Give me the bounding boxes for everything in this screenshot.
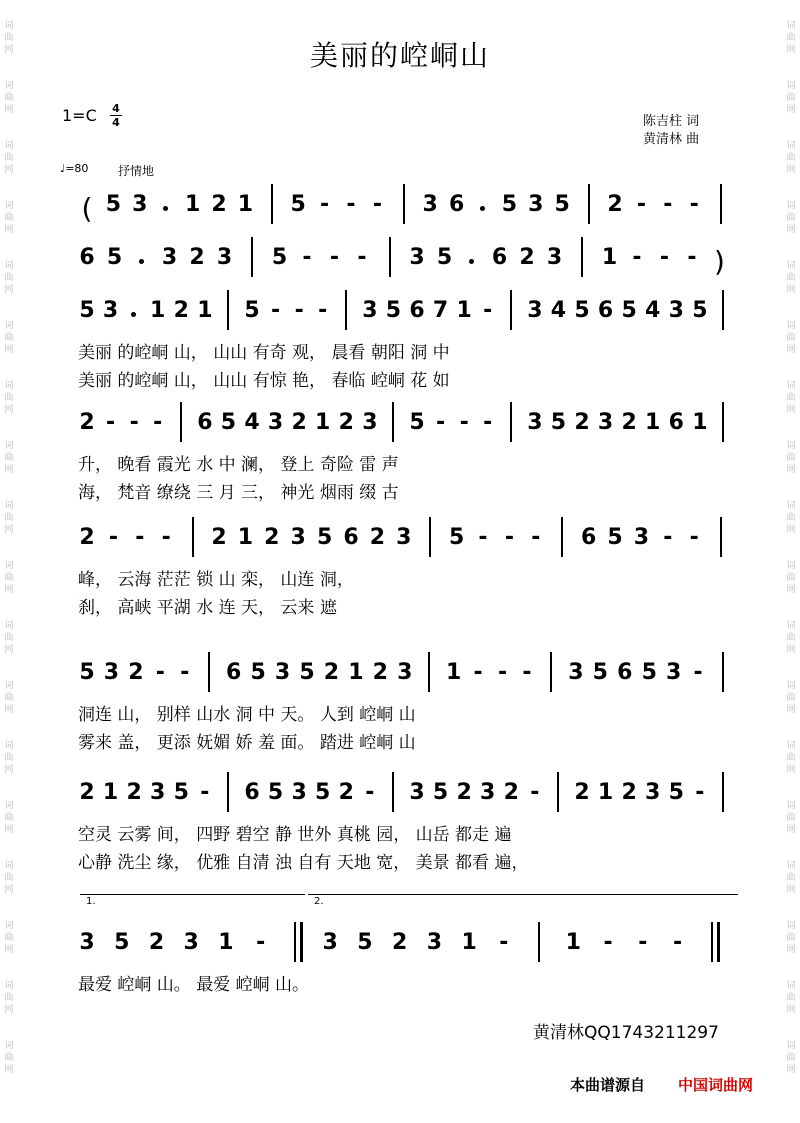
note: 5 [79, 298, 95, 323]
watermark-text: 词 曲 网 [786, 501, 796, 535]
lyric-verse-2: 刹， 高峡 平湖 水 连 天， 云来 遮 [78, 598, 337, 618]
note: 2 [372, 660, 388, 685]
note: 2 [323, 660, 340, 685]
note: 5 [316, 525, 333, 550]
note: - [687, 245, 697, 270]
watermark-text: 词 曲 网 [4, 1041, 14, 1075]
note: 3 [668, 298, 684, 323]
note: 5 [250, 660, 266, 685]
arranger-signature: 黄清林QQ1743211297 [533, 1023, 719, 1043]
barline [192, 517, 194, 557]
barline [561, 517, 563, 557]
note: 3 [568, 660, 584, 685]
watermark-text: 词 曲 网 [4, 201, 14, 235]
note: 3 [290, 525, 306, 550]
note: 2 [621, 780, 637, 805]
note: - [302, 245, 312, 270]
note: - [155, 660, 165, 685]
note: - [689, 192, 699, 217]
note: - [531, 525, 541, 550]
watermark-text: 词 曲 网 [786, 141, 796, 175]
watermark-text: 词 曲 网 [786, 321, 796, 355]
barline [251, 237, 253, 277]
note: 2 [503, 780, 519, 805]
note: - [695, 780, 705, 805]
note: 6 [448, 192, 465, 217]
barline [722, 402, 724, 442]
watermark-text: 词 曲 网 [4, 441, 14, 475]
barline [429, 517, 431, 557]
note: 5 [607, 525, 623, 550]
note: - [256, 930, 266, 955]
note: - [108, 525, 118, 550]
augmentation-dot [480, 206, 485, 211]
note: 3 [79, 930, 95, 955]
lyric-verse-1: 峰， 云海 茫茫 锁 山 栾， 山连 洞， [78, 570, 354, 590]
watermark-text: 词 曲 网 [4, 921, 14, 955]
note: - [497, 660, 508, 685]
note: 2 [391, 930, 408, 955]
note: 3 [102, 298, 119, 323]
watermark-text: 词 曲 网 [4, 981, 14, 1015]
note: - [483, 410, 493, 435]
note: 3 [480, 780, 496, 805]
note: 6 [197, 410, 213, 435]
volta-1: 1. [86, 896, 96, 907]
lyric-verse-1: 空灵 云雾 间， 四野 碧空 静 世外 真桃 园， 山岳 都走 遍 [78, 825, 512, 845]
note: 5 [692, 298, 708, 323]
note: 3 [666, 660, 682, 685]
note: 1 [692, 410, 708, 435]
note: 1 [565, 930, 581, 955]
barline [722, 772, 724, 812]
note: 3 [527, 410, 543, 435]
note: - [483, 298, 493, 323]
watermark-text: 词 曲 网 [786, 861, 796, 895]
watermark-text: 词 曲 网 [786, 21, 796, 55]
note: 1 [237, 192, 254, 217]
note: - [365, 780, 375, 805]
paren: ( [81, 192, 93, 225]
note: - [603, 930, 613, 955]
note: 3 [274, 660, 291, 685]
note: 4 [244, 410, 260, 435]
lyric-verse-2: 海， 梵音 缭绕 三 月 三， 神光 烟雨 缀 古 [78, 483, 399, 503]
note: 2 [621, 410, 637, 435]
note: 5 [592, 660, 608, 685]
score-title: 美丽的崆峒山 [309, 39, 490, 72]
note: 5 [290, 192, 306, 217]
note: 2 [519, 245, 535, 270]
augmentation-dot [139, 259, 144, 264]
note: 1 [218, 930, 234, 955]
watermark-text: 词 曲 网 [786, 201, 796, 235]
note: 5 [621, 298, 637, 323]
note: - [530, 780, 540, 805]
note: 5 [550, 410, 567, 435]
note: - [105, 410, 116, 435]
note: 2 [338, 780, 354, 805]
note: - [329, 245, 340, 270]
volta-2-bracket [308, 894, 738, 895]
note: 1 [601, 245, 618, 270]
note: 5 [554, 192, 570, 217]
note: - [499, 930, 509, 955]
note: 2 [211, 525, 227, 550]
note: 4 [645, 298, 661, 323]
note: - [435, 410, 446, 435]
barline [180, 402, 182, 442]
note: 3 [132, 192, 148, 217]
note: 6 [491, 245, 508, 270]
barline [581, 237, 583, 277]
note: 3 [150, 780, 166, 805]
note: - [318, 298, 328, 323]
lyricist-credit: 陈吉柱 词 [643, 114, 700, 129]
watermark-text: 词 曲 网 [4, 861, 14, 895]
note: 6 [597, 298, 614, 323]
note: 2 [79, 780, 95, 805]
watermark-text: 词 曲 网 [4, 561, 14, 595]
note: 5 [271, 245, 288, 270]
barline [227, 290, 229, 330]
note: 3 [409, 780, 425, 805]
barline [538, 922, 540, 962]
lyric-verse-2: 雾来 盖， 更添 妩媚 娇 羞 面。 踏进 崆峒 山 [78, 733, 416, 753]
note: 6 [668, 410, 684, 435]
watermark-text: 词 曲 网 [4, 501, 14, 535]
note: 2 [189, 245, 205, 270]
watermark-text: 词 曲 网 [786, 381, 796, 415]
expression-marking: 抒情地 [118, 164, 155, 178]
note: 6 [617, 660, 633, 685]
barline [550, 652, 552, 692]
note: 5 [244, 298, 260, 323]
note: 5 [105, 192, 122, 217]
note: 6 [79, 245, 95, 270]
note: 1 [150, 298, 166, 323]
note: - [689, 525, 699, 550]
note: 3 [267, 410, 284, 435]
watermark-text: 词 曲 网 [786, 741, 796, 775]
note: 5 [299, 660, 315, 685]
note: - [663, 525, 673, 550]
watermark-text: 词 曲 网 [786, 921, 796, 955]
note: 5 [106, 245, 123, 270]
barline [722, 652, 724, 692]
note: - [522, 660, 532, 685]
note: 3 [409, 245, 425, 270]
watermark-text: 词 曲 网 [4, 261, 14, 295]
note: 3 [546, 245, 563, 270]
note: 3 [422, 192, 438, 217]
note: - [346, 192, 356, 217]
note: - [504, 525, 514, 550]
note: - [693, 660, 703, 685]
watermark-text: 词 曲 网 [4, 741, 14, 775]
note: 5 [574, 298, 590, 323]
note: 5 [448, 525, 465, 550]
watermark-text: 词 曲 网 [4, 621, 14, 655]
note: 1 [446, 660, 462, 685]
note: - [180, 660, 190, 685]
note: 3 [362, 410, 378, 435]
augmentation-dot [469, 259, 474, 264]
barline [722, 290, 724, 330]
watermark-text: 词 曲 网 [4, 321, 14, 355]
note: 1 [461, 930, 477, 955]
barline [720, 517, 722, 557]
barline [510, 290, 512, 330]
note: - [663, 192, 673, 217]
barline [720, 184, 722, 224]
note: 1 [237, 525, 254, 550]
barline [392, 772, 394, 812]
watermark-text: 词 曲 网 [4, 141, 14, 175]
note: 3 [183, 930, 199, 955]
barline [208, 652, 210, 692]
site-name: 中国词曲网 [678, 1076, 754, 1094]
note: 5 [409, 410, 425, 435]
time-signature-bottom: 4 [112, 116, 120, 129]
note: 1 [597, 780, 614, 805]
tempo-marking: ♩=80 [60, 162, 89, 175]
note: 3 [291, 780, 307, 805]
barline [227, 772, 229, 812]
note: 5 [668, 780, 684, 805]
note: 2 [79, 410, 95, 435]
note: 5 [385, 298, 402, 323]
note: - [372, 192, 382, 217]
note: - [478, 525, 488, 550]
note: 3 [528, 192, 544, 217]
note: 2 [211, 192, 227, 217]
note: 3 [597, 410, 614, 435]
barline [557, 772, 559, 812]
lyric-verse-2: 美丽 的崆峒 山， 山山 有惊 艳， 春临 崆峒 花 如 [78, 371, 450, 391]
note: 2 [369, 525, 386, 550]
note: 2 [173, 298, 189, 323]
watermark-text: 词 曲 网 [786, 621, 796, 655]
key-signature: 1=C [62, 106, 97, 125]
composer-credit: 黄清林 曲 [643, 132, 700, 147]
lyric-verse-1: 美丽 的崆峒 山， 山山 有奇 观， 晨看 朝阳 洞 中 [78, 343, 450, 363]
note: - [636, 192, 646, 217]
paren: ) [714, 245, 725, 278]
note: 5 [432, 780, 449, 805]
watermark-text: 词 曲 网 [786, 981, 796, 1015]
note: 3 [527, 298, 543, 323]
watermark-text: 词 曲 网 [4, 381, 14, 415]
watermark-text: 词 曲 网 [786, 561, 796, 595]
note: 5 [220, 410, 237, 435]
volta-1-bracket [80, 894, 305, 895]
note: 2 [126, 780, 142, 805]
note: 5 [79, 660, 95, 685]
barline [345, 290, 347, 330]
note: - [161, 525, 171, 550]
note: 1 [456, 298, 472, 323]
source-label: 本曲谱源自 [570, 1076, 646, 1094]
note: 3 [103, 660, 120, 685]
note: - [638, 930, 648, 955]
note: - [459, 410, 469, 435]
barline [403, 184, 405, 224]
watermark-text: 词 曲 网 [4, 21, 14, 55]
watermark-text: 词 曲 网 [786, 801, 796, 835]
note: - [632, 245, 642, 270]
note: 1 [348, 660, 364, 685]
note: 2 [338, 410, 354, 435]
note: 5 [436, 245, 453, 270]
note: 5 [267, 780, 284, 805]
note: 3 [216, 245, 233, 270]
note: 1 [102, 780, 119, 805]
note: - [294, 298, 304, 323]
barline [392, 402, 394, 442]
note: - [357, 245, 367, 270]
note: 3 [397, 660, 413, 685]
note: 2 [148, 930, 165, 955]
time-signature-top: 4 [112, 102, 120, 115]
watermark-text: 词 曲 网 [786, 441, 796, 475]
lyric-verse-1: 洞连 山， 别样 山水 洞 中 天。 人到 崆峒 山 [78, 705, 416, 725]
note: 4 [550, 298, 567, 323]
watermark-text: 词 曲 网 [786, 681, 796, 715]
note: 1 [197, 298, 213, 323]
barline [271, 184, 273, 224]
note: 6 [580, 525, 597, 550]
note: 5 [501, 192, 518, 217]
note: - [659, 245, 670, 270]
watermark-text: 词 曲 网 [4, 681, 14, 715]
watermark-text: 词 曲 网 [786, 81, 796, 115]
note: 2 [574, 780, 590, 805]
note: 5 [641, 660, 657, 685]
note: 5 [114, 930, 130, 955]
note: 1 [184, 192, 201, 217]
note: 2 [291, 410, 307, 435]
note: 3 [633, 525, 650, 550]
watermark-text: 词 曲 网 [4, 801, 14, 835]
barline [428, 652, 430, 692]
augmentation-dot [131, 312, 136, 317]
watermark-text: 词 曲 网 [786, 261, 796, 295]
note: 3 [396, 525, 412, 550]
note: 6 [226, 660, 242, 685]
note: 2 [574, 410, 590, 435]
note: 1 [645, 410, 661, 435]
volta-2: 2. [314, 896, 324, 907]
lyric-verse-2: 心静 洗尘 缘， 优雅 自清 浊 自有 天地 宽， 美景 都看 遍， [78, 853, 529, 873]
note: 2 [607, 192, 623, 217]
note: 5 [357, 930, 373, 955]
barline [510, 402, 512, 442]
note: - [270, 298, 281, 323]
note: 5 [173, 780, 189, 805]
note: 3 [161, 245, 178, 270]
note: 3 [322, 930, 338, 955]
note: 6 [343, 525, 359, 550]
note: 1 [315, 410, 331, 435]
note: 2 [264, 525, 280, 550]
lyric-verse-1: 升， 晚看 霞光 水 中 澜， 登上 奇险 雷 声 [78, 455, 399, 475]
watermark-text: 词 曲 网 [4, 81, 14, 115]
note: - [153, 410, 163, 435]
barline [294, 922, 296, 962]
note: 2 [128, 660, 144, 685]
note: 3 [645, 780, 661, 805]
note: 3 [362, 298, 378, 323]
barline [300, 922, 303, 962]
note: 6 [409, 298, 425, 323]
note: 3 [426, 930, 443, 955]
note: - [200, 780, 210, 805]
barline [389, 237, 391, 277]
note: 2 [456, 780, 472, 805]
note: - [320, 192, 330, 217]
note: 2 [79, 525, 95, 550]
note: 6 [244, 780, 260, 805]
note: - [473, 660, 483, 685]
note: 7 [432, 298, 449, 323]
lyric-verse-1: 最爱 崆峒 山。 最爱 崆峒 山。 [78, 975, 310, 995]
watermark-text: 词 曲 网 [786, 1041, 796, 1075]
augmentation-dot [163, 206, 168, 211]
note: - [129, 410, 139, 435]
note: - [135, 525, 145, 550]
barline [717, 922, 720, 962]
note: 5 [315, 780, 331, 805]
barline [711, 922, 713, 962]
note: - [672, 930, 683, 955]
barline [588, 184, 590, 224]
